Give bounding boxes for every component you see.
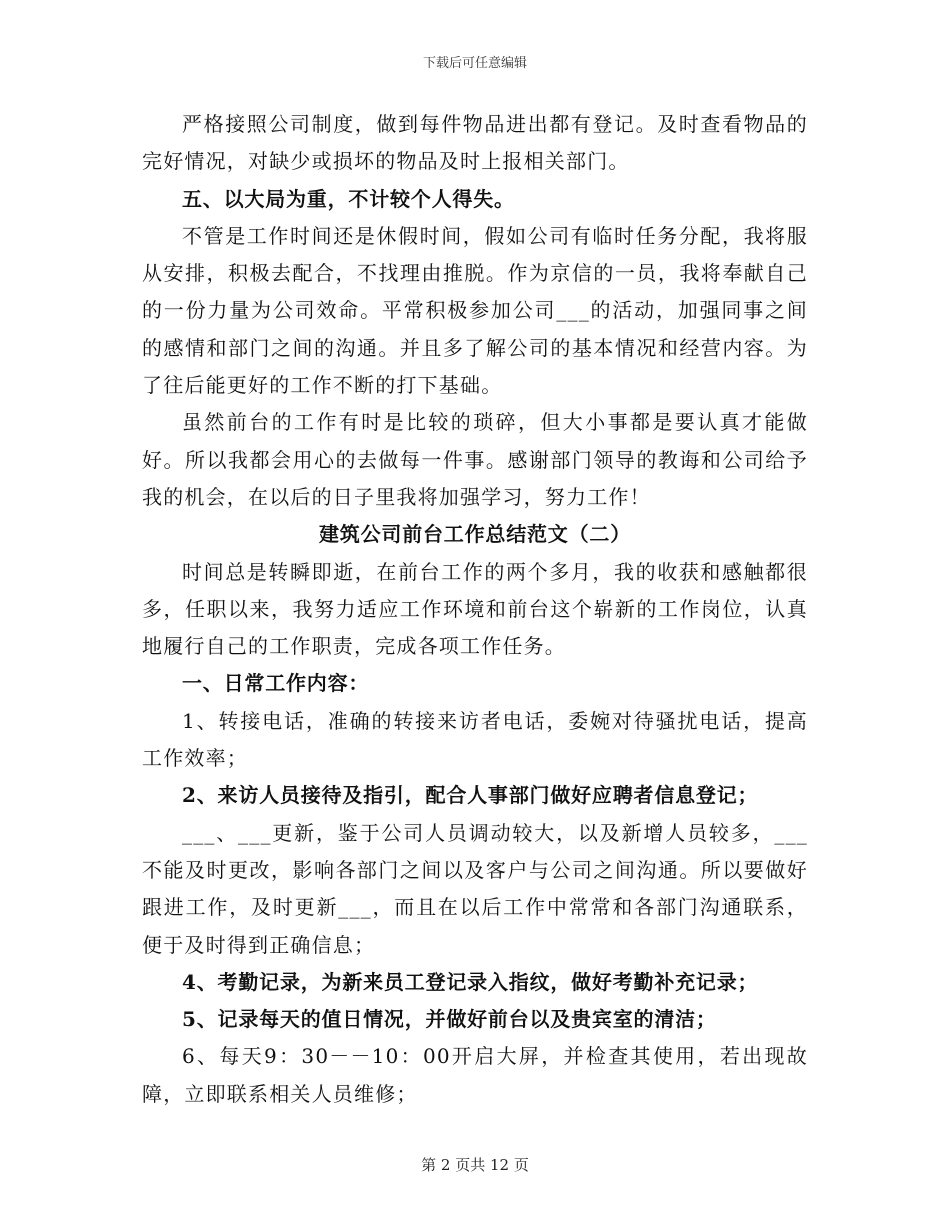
paragraph-1: 严格接照公司制度，做到每件物品进出都有登记。及时查看物品的完好情况，对缺少或损坏的物品及时上报相关部门。 xyxy=(142,112,808,174)
list-item-2: 2、来访人员接待及指引，配合人事部门做好应聘者信息登记； xyxy=(182,783,759,808)
paragraph-4: 时间总是转瞬即逝，在前台工作的两个多月，我的收获和感触都很多，任职以来，我努力适应工作环境和前台这个崭新的工作岗位，认真地履行自己的工作职责，完成各项工作任务。 xyxy=(142,559,808,659)
document-body xyxy=(142,106,808,1113)
page-header: 下载后可任意编辑 xyxy=(422,56,527,71)
list-item-4: 4、考勤记录，为新来员工登记录入指纹，做好考勤补充记录； xyxy=(182,969,759,994)
list-item-3: ___、___更新，鉴于公司人员调动较大，以及新增人员较多，___不能及时更改，影响各部门之间以及客户与公司之间沟通。所以要做好跟进工作，及时更新___，而且在以后工作中常常和各部门沟通联系，便于及时得到正确信息； xyxy=(142,820,808,957)
page-number: 第 2 页共 12 页 xyxy=(421,1156,529,1174)
list-item-1: 1、转接电话，准确的转接来访者电话，委婉对待骚扰电话，提高工作效率； xyxy=(142,708,808,771)
list-item-6: 6、每天9：30－－10：00开启大屏，并检查其使用，若出现故障，立即联系相关人员维修； xyxy=(142,1044,808,1106)
section-heading-1: 一、日常工作内容： xyxy=(182,671,370,696)
list-item-5: 5、记录每天的值日情况，并做好前台以及贵宾室的清洁； xyxy=(182,1007,717,1032)
document-title: 建筑公司前台工作总结范文（二） xyxy=(319,522,631,547)
paragraph-3: 虽然前台的工作有时是比较的琐碎，但大小事都是要认真才能做好。所以我都会用心的去做每一件事。感谢部门领导的教诲和公司给予我的机会，在以后的日子里我将加强学习，努力工作！ xyxy=(142,410,808,509)
paragraph-2: 不管是工作时间还是休假时间，假如公司有临时任务分配，我将服从安排，积极去配合，不找理由推脱。作为京信的一员，我将奉献自己的一份力量为公司效命。平常积极参加公司___的活动，加强同事之间的感情和部门之间的沟通。并且多了解公司的基本情况和经营内容。为了往后能更好的工作不断的打下基础。 xyxy=(142,223,808,398)
section-heading-5: 五、以大局为重，不计较个人得失。 xyxy=(182,186,515,211)
